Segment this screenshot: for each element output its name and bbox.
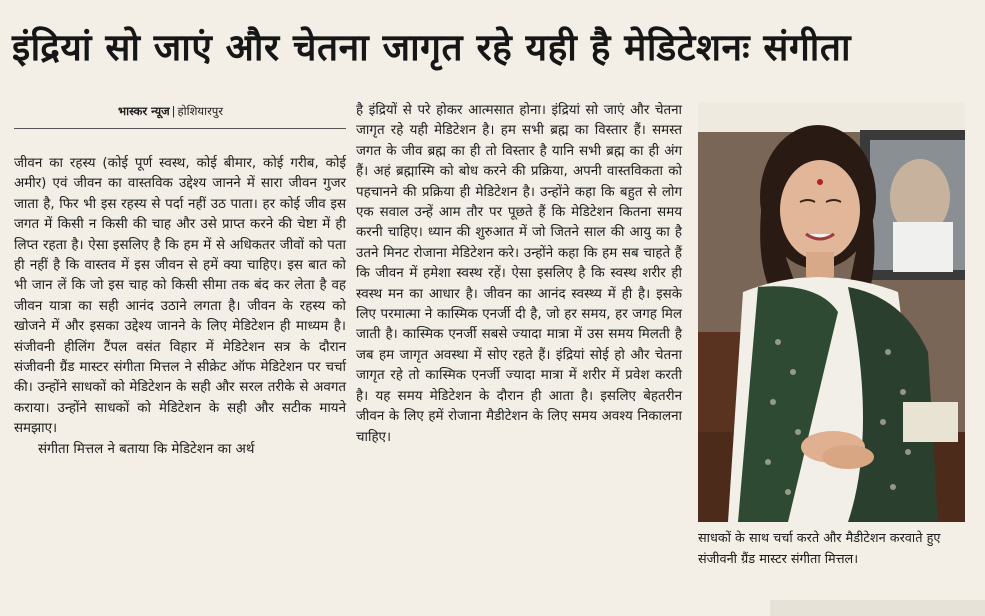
byline-divider (14, 128, 346, 129)
photo-caption: साधकों के साथ चर्चा करते और मैडीटेशन करवाते हुए संजीवनी ग्रैंड मास्टर संगीता मित्तल। (698, 531, 941, 567)
page-edge-strip (770, 600, 985, 616)
headline: इंद्रियां सो जाएं और चेतना जागृत रहे यही है मेडिटेशनः संगीता (12, 26, 852, 69)
portrait-image (698, 102, 965, 522)
byline-agency: भास्कर न्यूज (118, 104, 170, 118)
paragraph-3: है इंद्रियों से परे होकर आत्मसात होना। इंद्रियां सो जाएं और चेतना जागृत रहे यही मेडिटेशन है। हम सभी ब्रह्म का विस्तार हैं। समस्त जगत के जीव ब्रह्म का ही तो विस्तार है यानि सभी ब्रह्म का ही अंग हैं। अहं ब्रह्मास्मि को बोध करने की प्रक्रिया, अपनी वास्तविकता को पहचानने की प्रक्रिया ही मेडिटेशन है। उन्होंने कहा कि बहुत से लोग एक सवाल उन्हें आम तौर पर पूछते हैं कि मेडिटेशन कितना समय करनी चाहिए। ध्यान की शुरुआत में जो जितने साल की आयु का है उतने मिनट रोजाना मेडिटेशन करे। उन्होंने कहा कि हम सब चाहते हैं कि जीवन में हमेशा स्वस्थ रहें। ऐसा इसलिए है कि स्वस्थ शरीर ही स्वस्थ मन का आधार है। जीवन का आनंद स्वस्थ्य में ही है। इसके लिए परमात्मा ने कास्मिक एनर्जी दी है, जो हर समय, हर जगह मिल जाती है। कास्मिक एनर्जी सबसे ज्यादा मात्रा में उस समय मिलती है जब हम जागृत अवस्था में सोए रहते हैं। इंद्रियां सोई हो और चेतना जागृत रहे तो कास्मिक एनर्जी ज्यादा मात्रा में शरीर में प्रवेश करती है। यह समय मेडिटेशन के दौरान ही आता है। इसलिए बेहतरीन जीवन के लिए हमें रोजाना मैडीटेशन के लिए समय अवश्य निकालना चाहिए। (356, 103, 682, 445)
byline-location: होशियारपुर (177, 104, 224, 118)
byline-separator: | (171, 104, 176, 118)
paragraph-1: जीवन का रहस्य (कोई पूर्ण स्वस्थ, कोई बीमार, कोई गरीब, कोई अमीर) एवं जीवन का वास्तविक उद्देश्य जानने में सारा जीवन गुजर जाता है, फिर भी इस रहस्य से पर्दा नहीं उठ पाता। हर कोई जीव इस जगत में किसी न किसी की चाह और उसे प्राप्त करने की चेष्टा में ही लिप्त रहता है। ऐसा इसलिए है कि हम में से अधिकतर जीवों को पता ही नहीं है कि वास्तव में इस जीवन से हमें क्या चाहिए। इस बात को भी जान लें कि जो इस चाह को किसी सीमा तक बंद कर लेता है वह जीवन यात्रा का सही आनंद उठाने लगता है। जीवन के रहस्य को खोजने में और इसका उद्देश्य जानने के लिए मेडिटेशन ही माध्यम है। संजीवनी हीलिंग टैंपल वसंत विहार में मेडिटेशन सत्र के दौरान संजीवनी ग्रैंड मास्टर संगीता मित्तल ने सीक्रेट ऑफ मेडिटेशन पर चर्चा की। उन्होंने साधकों को मेडिटेशन के सही और सरल तरीके से अवगत कराया। उन्होंने साधकों को मेडिटेशन के सही और सटीक मायने समझाए। (14, 156, 346, 437)
paragraph-2: संगीता मित्तल ने बताया कि मेडिटेशन का अर्थ (38, 441, 255, 457)
article-column-2 (356, 101, 682, 448)
article-column-1 (14, 154, 346, 460)
article-photo (698, 102, 965, 522)
byline (118, 104, 223, 119)
